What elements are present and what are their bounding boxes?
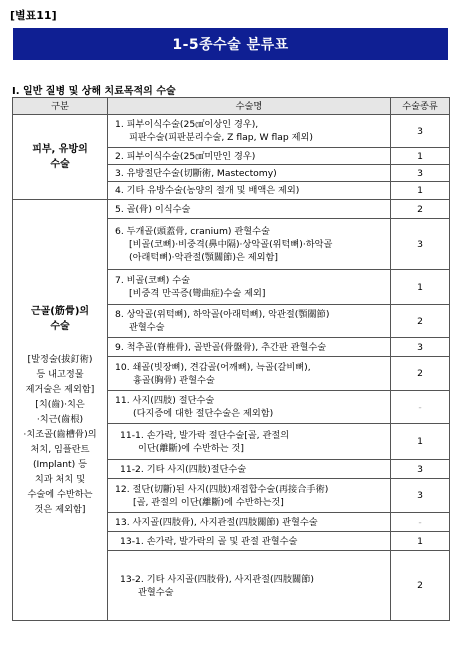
item-line: [비중격 만곡증(彎曲症)수술 제외]: [129, 288, 266, 299]
item-line: 4. 기타 유방수술(농양의 절개 및 배액은 제외): [115, 185, 300, 196]
surgery-type-value: 3: [391, 165, 450, 182]
page-title: 1-5종수술 분류표: [13, 28, 448, 60]
surgery-item: [108, 165, 391, 182]
category-bone-label: [17, 304, 103, 334]
surgery-type-value: 3: [391, 479, 450, 513]
note-line: (Implant) 등: [32, 458, 88, 470]
note-line: ·치근(齒根): [36, 413, 84, 425]
category-bone-line: 수술: [50, 320, 70, 332]
surgery-item: [108, 460, 391, 479]
surgery-type-value: 3: [391, 338, 450, 357]
item-line: 이단(離斷)에 수반하는 것]: [138, 442, 244, 454]
surgery-type-value: 2: [391, 200, 450, 219]
item-line: 관혈수술: [138, 586, 174, 598]
surgery-type-value: 3: [391, 115, 450, 148]
surgery-item: [108, 200, 391, 219]
surgery-type-value: 3: [391, 460, 450, 479]
category-bone: [13, 200, 108, 621]
item-line: [골, 관절의 이단(離斷)에 수반하는것]: [133, 496, 284, 508]
item-line: 3. 유방절단수술(切斷術, Mastectomy): [115, 167, 277, 179]
category-bone-line: 근골(筋骨)의: [30, 305, 90, 317]
item-line: (다지증에 대한 절단수술은 제외함): [133, 408, 274, 419]
item-line: 11. 사지(四肢) 절단수술: [115, 395, 215, 406]
surgery-item: [108, 115, 391, 148]
item-line: [비골(코뼈)·비중격(鼻中隔)·상악골(위턱뼈)·하악골: [129, 238, 333, 250]
classification-table: [12, 97, 450, 621]
note-line: 치과 처치 및: [34, 473, 86, 485]
item-line: 5. 골(骨) 이식수술: [115, 203, 191, 215]
appendix-tag: [별표11]: [10, 9, 57, 22]
item-line: 6. 두개골(頭蓋骨, cranium) 관혈수술: [115, 225, 270, 237]
header-surgery-name: 수술명: [108, 98, 391, 115]
note-line: [발정술(拔釘術): [27, 353, 93, 365]
category-skin: [13, 115, 108, 200]
surgery-item: [108, 148, 391, 165]
note-line: [치(齒)·치은: [35, 398, 85, 410]
item-line: 8. 상악골(위턱뼈), 하악골(아래턱뼈), 악관절(顎關節): [115, 309, 330, 320]
item-line: 13-1. 손가락, 발가락의 골 및 관절 관혈수술: [120, 535, 298, 547]
surgery-item: [108, 479, 391, 513]
surgery-type-value: -: [391, 513, 450, 532]
surgery-type-value: 3: [391, 219, 450, 270]
surgery-item: [108, 357, 391, 391]
item-line: 7. 비골(코뼈) 수술: [115, 275, 191, 286]
surgery-item: [108, 424, 391, 460]
surgery-type-value: 1: [391, 532, 450, 551]
note-line: 수술에 수반하는: [27, 488, 93, 500]
surgery-item: [108, 219, 391, 270]
item-line: 13. 사지골(四肢骨), 사지관절(四肢關節) 관혈수술: [115, 516, 318, 528]
item-line: 10. 쇄골(빗장뼈), 견갑골(어깨뼈), 늑골(갈비뼈),: [115, 361, 311, 373]
table-row: [13, 200, 450, 219]
note-line: ·치조골(齒槽骨)의: [23, 428, 97, 440]
surgery-item: [108, 391, 391, 424]
surgery-item: [108, 305, 391, 338]
note-line: 제거술은 제외함]: [25, 383, 95, 395]
item-line: 2. 피부이식수술(25㎠미만인 경우): [115, 150, 256, 162]
surgery-item: [108, 270, 391, 305]
surgery-item: [108, 513, 391, 532]
item-line: 피판수술(피판분리수술, Z flap, W flap 제외): [129, 132, 313, 143]
surgery-item: [108, 551, 391, 621]
header-surgery-type: 수술종류: [391, 98, 450, 115]
surgery-type-value: 1: [391, 182, 450, 200]
item-line: 13-2. 기타 사지골(四肢骨), 사지관절(四肢關節): [120, 573, 314, 585]
surgery-type-value: 1: [391, 270, 450, 305]
note-line: 처치, 임플란트: [30, 443, 90, 455]
item-line: (아래턱뼈)·악관절(顎關節)은 제외함]: [129, 251, 278, 263]
header-category: 구분: [13, 98, 108, 115]
item-line: 12. 절단(切斷)된 사지(四肢)재접합수술(再接合手術): [115, 483, 329, 495]
section-heading: Ⅰ. 일반 질병 및 상해 치료목적의 수술: [12, 86, 176, 97]
surgery-item: [108, 338, 391, 357]
item-line: 흉골(胸骨) 관혈수술: [133, 374, 215, 386]
surgery-type-value: 2: [391, 551, 450, 621]
category-skin-label: 피부, 유방의 수술: [32, 144, 88, 170]
surgery-item: [108, 532, 391, 551]
item-line: 관혈수술: [129, 322, 165, 333]
surgery-type-value: 2: [391, 305, 450, 338]
item-line: 11-2. 기타 사지(四肢)절단수술: [120, 463, 247, 475]
item-line: 11-1. 손가락, 발가락 절단수술[골, 관절의: [120, 429, 290, 441]
table-header-row: [13, 98, 450, 115]
surgery-type-value: 1: [391, 424, 450, 460]
item-line: 1. 피부이식수술(25㎠이상인 경우),: [115, 119, 259, 130]
surgery-type-value: 2: [391, 357, 450, 391]
note-line: 것은 제외함]: [34, 503, 86, 515]
note-line: 등 내고정물: [36, 368, 84, 380]
surgery-type-value: -: [391, 391, 450, 424]
surgery-item: [108, 182, 391, 200]
table-row: [13, 115, 450, 148]
item-line: 9. 척추골(脊椎骨), 골반골(骨盤骨), 추간판 관혈수술: [115, 341, 327, 353]
surgery-type-value: 1: [391, 148, 450, 165]
category-bone-note: [17, 352, 103, 517]
